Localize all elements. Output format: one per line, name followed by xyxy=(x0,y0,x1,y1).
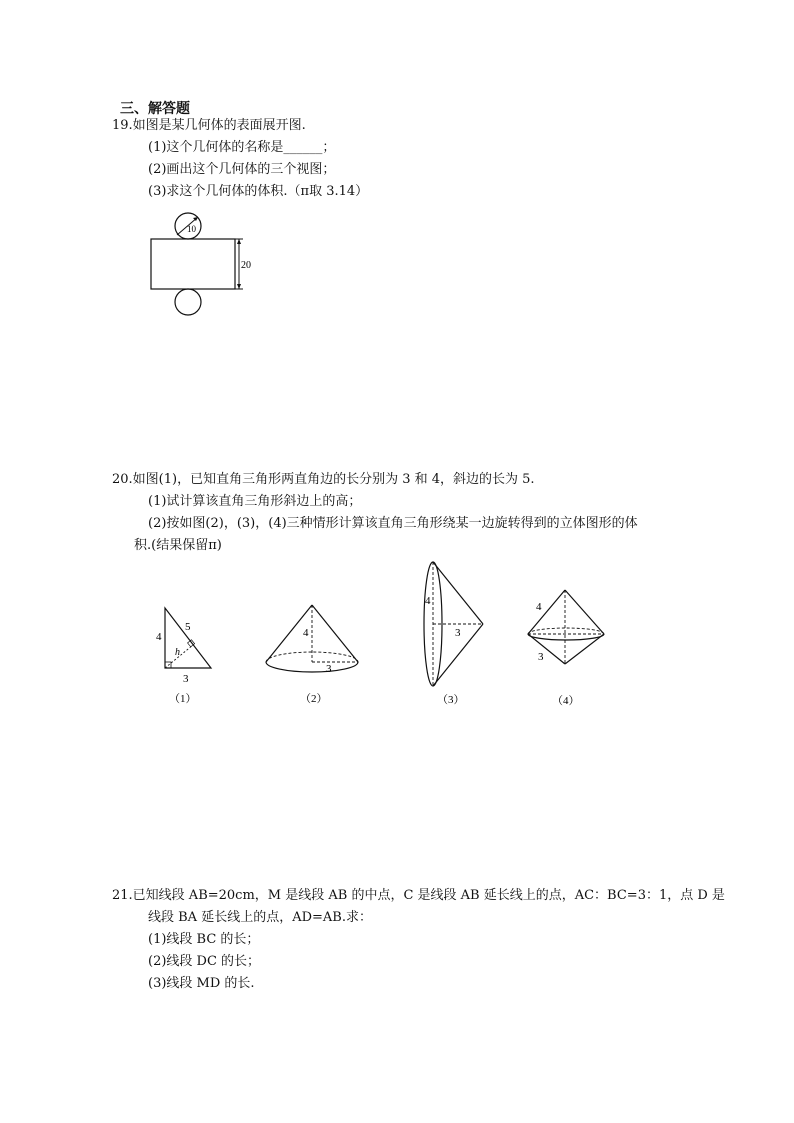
figure-3-caption: （3） xyxy=(437,694,465,706)
q19-net-figure xyxy=(140,205,260,320)
figure-2-caption: （2） xyxy=(300,693,328,705)
svg-text:3: 3 xyxy=(455,627,461,639)
q20-figure-2 xyxy=(258,598,370,710)
q19-part-2: (2)画出这个几何体的三个视图； xyxy=(148,162,336,177)
svg-text:4: 4 xyxy=(303,627,309,639)
section-title: 三、解答题 xyxy=(120,101,190,117)
svg-text:4: 4 xyxy=(536,601,542,613)
svg-text:4: 4 xyxy=(425,595,431,607)
q21-stem-line-1: 21.已知线段 AB=20cm，M 是线段 AB 的中点，C 是线段 AB 延长线上的点，AC：BC=3：1，点 D 是 xyxy=(112,888,725,903)
q20-part-2-cont: 积.(结果保留π) xyxy=(134,538,222,553)
q19-part-3: (3)求这个几何体的体积.（π取 3.14） xyxy=(148,184,369,199)
svg-text:3: 3 xyxy=(326,663,332,675)
lateral-rectangle xyxy=(151,239,235,289)
height-label: 20 xyxy=(241,260,251,271)
diameter-label: 10 xyxy=(187,224,196,234)
q21-part-2: (2)线段 DC 的长； xyxy=(148,954,261,969)
q20-figure-4 xyxy=(522,584,612,710)
q19-stem: 19.如图是某几何体的表面展开图. xyxy=(112,118,306,133)
q20-figure-1 xyxy=(145,600,225,710)
q20-figure-3 xyxy=(415,558,497,710)
figure-1-caption: （1） xyxy=(169,693,197,705)
svg-text:3: 3 xyxy=(183,673,189,685)
bottom-circle xyxy=(175,289,201,315)
q21-stem-line-2: 线段 BA 延长线上的点，AD=AB.求： xyxy=(148,910,372,925)
q21-part-3: (3)线段 MD 的长. xyxy=(148,976,255,991)
q19-part-1: (1)这个几何体的名称是______； xyxy=(148,140,336,155)
q20-part-2: (2)按如图(2)，(3)，(4)三种情形计算该直角三角形绕某一边旋转得到的立体图形的体 xyxy=(148,516,638,531)
q20-stem: 20.如图(1)，已知直角三角形两直角边的长分别为 3 和 4，斜边的长为 5. xyxy=(112,472,535,487)
svg-text:4: 4 xyxy=(156,631,162,643)
q20-part-1: (1)试计算该直角三角形斜边上的高； xyxy=(148,494,362,509)
svg-text:3: 3 xyxy=(538,651,544,663)
figure-4-caption: （4） xyxy=(552,695,580,707)
svg-text:5: 5 xyxy=(185,621,191,633)
svg-text:h: h xyxy=(175,647,180,658)
q21-part-1: (1)线段 BC 的长； xyxy=(148,932,260,947)
